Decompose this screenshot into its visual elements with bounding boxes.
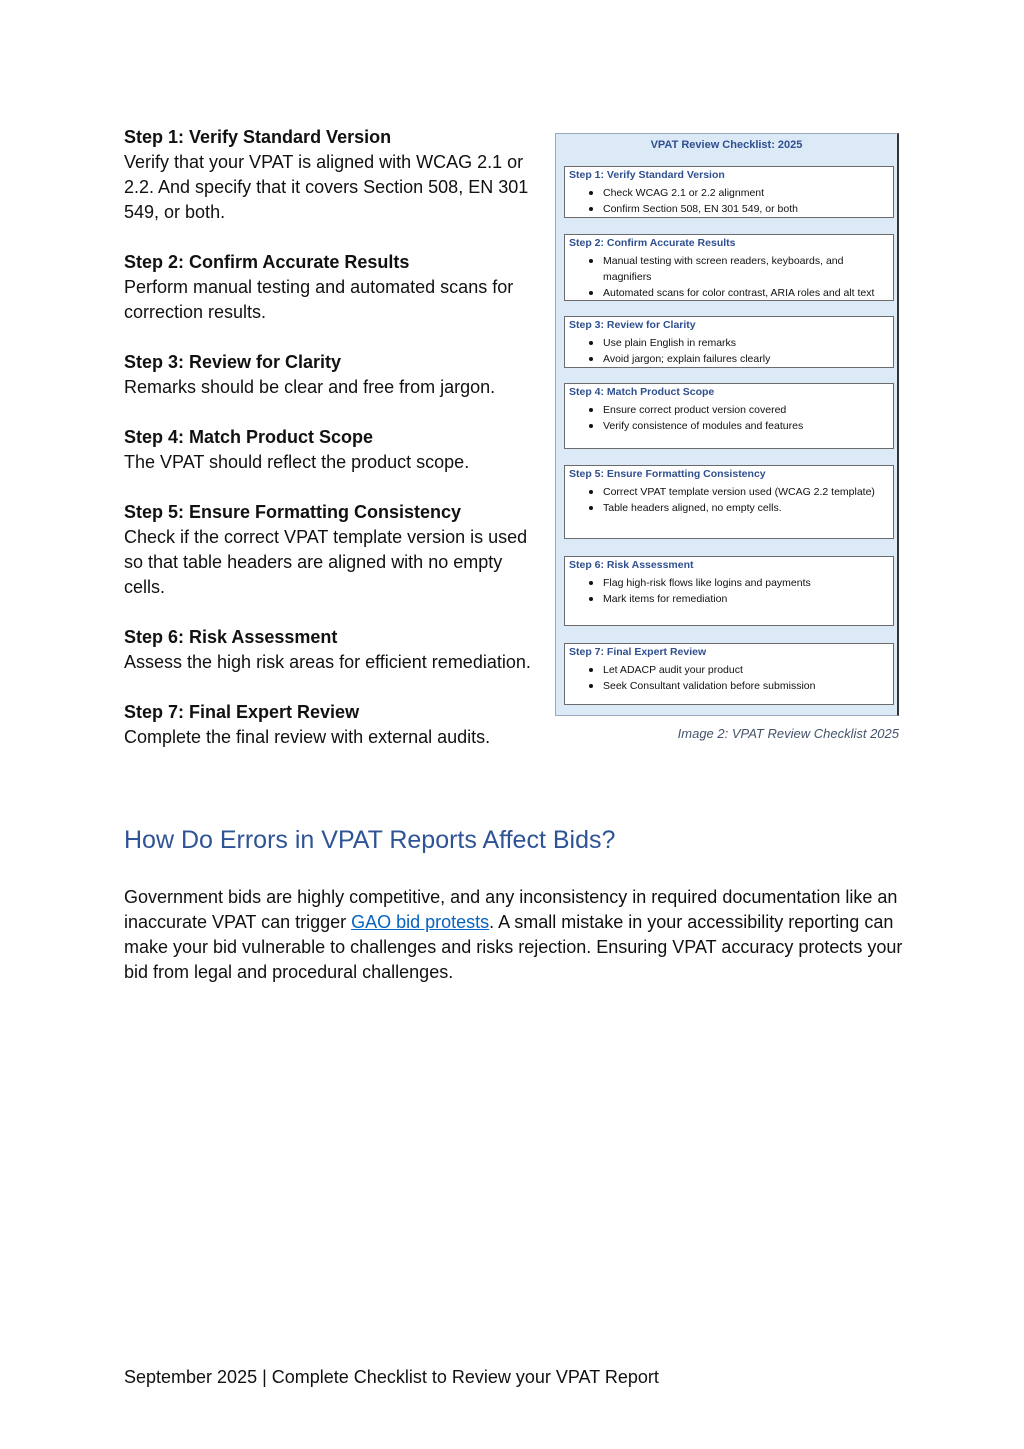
checklist-box-step-4 (564, 383, 894, 449)
bullet-item: Verify consistence of modules and features (603, 418, 885, 434)
step-title: Step 4: Match Product Scope (124, 427, 374, 447)
step-1 (124, 125, 544, 225)
box-title: Step 4: Match Product Scope (569, 386, 715, 398)
section-heading: How Do Errors in VPAT Reports Affect Bids? (124, 826, 616, 854)
bullet-item: Let ADACP audit your product (603, 662, 885, 678)
bullet-item: Flag high-risk flows like logins and payments (603, 575, 885, 591)
figure-title: VPAT Review Checklist: 2025 (650, 139, 803, 151)
box-bullets (603, 484, 885, 516)
bullet-item: Use plain English in remarks (603, 335, 885, 351)
checklist-box-step-3 (564, 316, 894, 368)
checklist-box-step-6 (564, 556, 894, 626)
step-5 (124, 500, 544, 600)
step-text: Perform manual testing and automated scans for correction results. (124, 277, 514, 322)
box-bullets (603, 402, 885, 434)
bullet-item: Manual testing with screen readers, keyboards, and magnifiers (603, 253, 885, 285)
step-text: Verify that your VPAT is aligned with WCAG 2.1 or 2.2. And specify that it covers Section 508, EN 301 549, or both. (124, 152, 529, 222)
paragraph-text: Government bids are highly competitive, and any inconsistency in required documentation like an inaccurate VPAT can trigger (124, 887, 898, 932)
step-title: Step 2: Confirm Accurate Results (124, 252, 410, 272)
step-text: Assess the high risk areas for efficient remediation. (124, 652, 531, 672)
box-title: Step 7: Final Expert Review (569, 646, 707, 658)
step-2 (124, 250, 544, 325)
box-title: Step 1: Verify Standard Version (569, 169, 725, 181)
section-paragraph (124, 885, 904, 985)
bullet-item: Correct VPAT template version used (WCAG 2.2 template) (603, 484, 885, 500)
step-title: Step 3: Review for Clarity (124, 352, 342, 372)
box-bullets (603, 335, 885, 367)
step-7 (124, 700, 544, 750)
bullet-item: Automated scans for color contrast, ARIA roles and alt text (603, 285, 885, 301)
bullet-item: Confirm Section 508, EN 301 549, or both (603, 201, 885, 217)
checklist-box-step-2 (564, 234, 894, 301)
step-4 (124, 425, 544, 475)
step-text: The VPAT should reflect the product scope. (124, 452, 470, 472)
box-bullets (603, 575, 885, 607)
box-bullets (603, 185, 885, 217)
bullet-item: Ensure correct product version covered (603, 402, 885, 418)
bullet-item: Check WCAG 2.1 or 2.2 alignment (603, 185, 885, 201)
steps-list (124, 125, 544, 775)
paragraph-text: . A small mistake in your accessibility reporting can make your bid vulnerable to challenges and risks rejection. Ensuring VPAT accuracy protects your bid from legal and procedural challenges. (124, 912, 903, 982)
box-title: Step 3: Review for Clarity (569, 319, 696, 331)
checklist-figure (555, 133, 899, 716)
step-text: Remarks should be clear and free from jargon. (124, 377, 496, 397)
step-title: Step 6: Risk Assessment (124, 627, 338, 647)
step-3 (124, 350, 544, 400)
step-title: Step 5: Ensure Formatting Consistency (124, 502, 462, 522)
step-6 (124, 625, 544, 675)
checklist-box-step-1 (564, 166, 894, 218)
bullet-item: Avoid jargon; explain failures clearly (603, 351, 885, 367)
checklist-box-step-5 (564, 465, 894, 539)
bullet-item: Mark items for remediation (603, 591, 885, 607)
step-title: Step 1: Verify Standard Version (124, 127, 392, 147)
bullet-item: Seek Consultant validation before submission (603, 678, 885, 694)
step-text: Check if the correct VPAT template version is used so that table headers are aligned with no empty cells. (124, 527, 528, 597)
step-title: Step 7: Final Expert Review (124, 702, 360, 722)
box-title: Step 2: Confirm Accurate Results (569, 237, 736, 249)
figure-caption: Image 2: VPAT Review Checklist 2025 (677, 726, 899, 741)
box-title: Step 6: Risk Assessment (569, 559, 694, 571)
box-bullets (603, 253, 885, 301)
page-footer: September 2025 | Complete Checklist to Review your VPAT Report (124, 1367, 659, 1387)
box-title: Step 5: Ensure Formatting Consistency (569, 468, 766, 480)
box-bullets (603, 662, 885, 694)
step-text: Complete the final review with external audits. (124, 727, 491, 747)
bullet-item: Table headers aligned, no empty cells. (603, 500, 885, 516)
gao-bid-protests-link[interactable]: GAO bid protests (351, 912, 490, 932)
checklist-box-step-7 (564, 643, 894, 705)
